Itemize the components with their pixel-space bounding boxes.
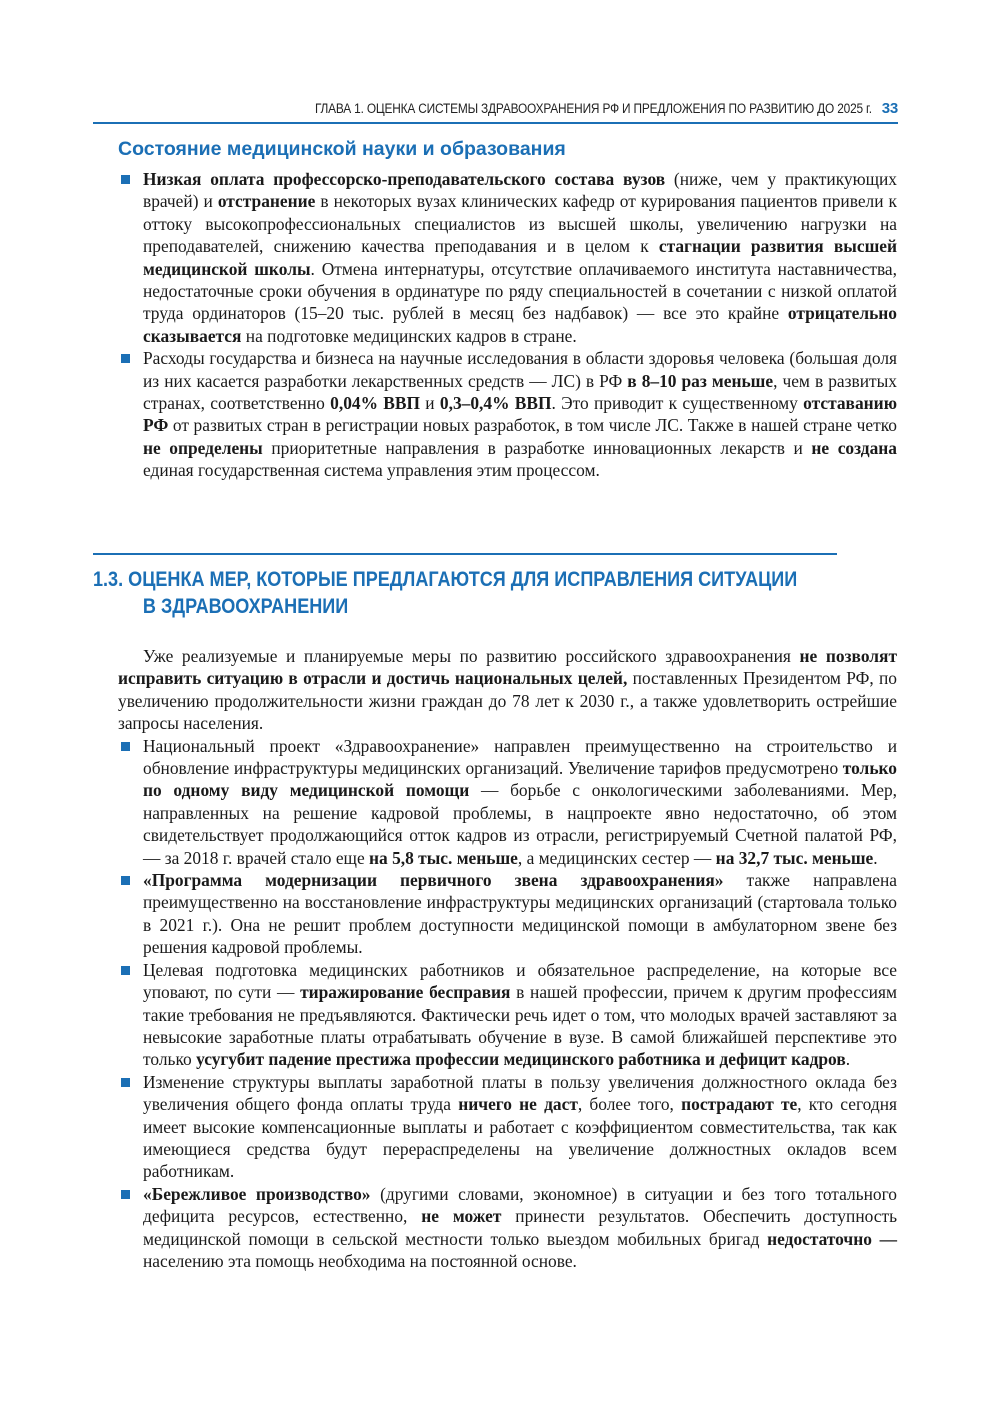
text: Расходы государства и бизнеса на научные исследования в области здоровья человека (большая доля из них касается разработки лекарственных средств — ЛС) в РФ — [143, 348, 897, 391]
bullet-item — [118, 347, 897, 481]
bullet-item — [118, 1183, 897, 1273]
bold-text: пострадают те — [681, 1094, 798, 1115]
text: Национальный проект «Здравоохранение» направлен преимущественно на строительство и обновление инфраструктуры медицинских организаций. Увеличение тарифов предусмотрено — [143, 735, 897, 779]
section-title-line1: 1.3. ОЦЕНКА МЕР, КОТОРЫЕ ПРЕДЛАГАЮТСЯ ДЛЯ ИСПРАВЛЕНИЯ СИТУАЦИИ — [93, 568, 798, 591]
bold-text: отстранение — [217, 191, 316, 212]
text: . Отмена интернатуры, отсутствие оплачиваемого института наставничества, недостаточные сроки обучения в ординатуре по ряду специальностей в сочетании с низкой оплатой труда ординаторов (15–20 тыс. рублей в месяц без надбавок) — все это крайне — [143, 258, 897, 324]
bullet-item — [118, 869, 897, 959]
text: (другими словами, экономное) в ситуации и без того тотального дефицита ресурсов, естественно, — [143, 1183, 897, 1227]
running-header — [93, 100, 898, 124]
bold-text: 0,3–0,4% ВВП — [439, 393, 552, 414]
text: — борьбе с онкологическими заболеваниями. Мер, направленных на решение кадровой проблемы, в нацпроекте явно недостаточно, об этом свидетельствует продолжающийся отток кадров из отрасли, регистрируемый Счетной палатой РФ, — за 2018 г. врачей стало еще — [143, 780, 897, 868]
text: , а медицинских сестер — — [517, 847, 716, 868]
text: единая государственная система управления этим процессом. — [143, 460, 600, 481]
text: в некоторых вузах клинических кафедр от курирования пациентов привели к оттоку высокопрофессиональных специалистов из высшей школы, увеличению нагрузки на преподавателей, снижению качества преподавания и в целом к — [143, 191, 897, 257]
bold-text: 0,04% ВВП — [330, 393, 421, 414]
text: Изменение структуры выплаты заработной платы в пользу увеличения должностного оклада без увеличения общего фонда оплаты труда — [143, 1071, 897, 1115]
bold-text: отрицательно сказывается — [143, 303, 897, 346]
bullet-item — [118, 1071, 897, 1183]
bold-text: «Программа модернизации первичного звена здравоохранения» — [143, 870, 724, 891]
text: принести результатов. Обеспечить доступность медицинской помощи в сельской местности только выездом мобильных бригад — [143, 1206, 897, 1249]
text: и — [420, 393, 440, 414]
bold-text: не определены — [143, 437, 263, 458]
text: Уже реализуемые и планируемые меры по развитию российского здравоохранения — [143, 646, 800, 666]
text: на подготовке медицинских кадров в стране. — [241, 325, 577, 346]
section-bullets — [118, 735, 897, 1273]
text: . — [873, 847, 878, 868]
bold-text: недостаточно — — [767, 1228, 897, 1249]
bold-text: ничего не даст — [458, 1094, 578, 1115]
text: (ниже, чем у практикующих врачей) и — [143, 169, 897, 212]
bold-text: на 32,7 тыс. меньше — [715, 847, 874, 868]
text: . — [845, 1049, 851, 1070]
bold-text: Низкая оплата профессорско-преподавательского состава вузов — [143, 169, 666, 189]
text: от развитых стран в регистрации новых разработок, в том числе ЛС. Также в нашей стране четко — [168, 415, 897, 436]
bold-text: не создана — [811, 437, 897, 458]
text: населению эта помощь необходима на постоянной основе. — [143, 1250, 577, 1271]
bold-text: не позволят исправить ситуацию в отрасли и достичь национальных целей, — [118, 646, 897, 689]
section-divider — [93, 553, 837, 555]
intro-paragraph — [118, 645, 897, 735]
bold-text: стагнации развития высшей медицинской школы — [143, 236, 897, 279]
bullet-item — [118, 168, 897, 347]
bold-text: тиражирование бесправия — [300, 982, 511, 1003]
text: приоритетные направления в разработке инновационных лекарств и — [262, 437, 812, 458]
section-title-line2: В ЗДРАВООХРАНЕНИИ — [142, 595, 349, 618]
text: Целевая подготовка медицинских работников и обязательное распределение, на которые все уповают, по сути — — [143, 959, 897, 1003]
section-body — [118, 645, 897, 1272]
bold-text: усугубит падение престижа профессии медицинского работника и дефицит кадров — [196, 1049, 846, 1070]
text: , чем в развитых странах, соответственно — [143, 370, 897, 414]
text: также направлена преимущественно на восстановление инфраструктуры медицинских организаций (стартовала только в 2021 г.). Она не решит проблем доступности медицинской помощи в амбулаторном звене без решения кадровой проблемы. — [143, 870, 897, 958]
section-title — [93, 566, 850, 620]
page-number: 33 — [881, 100, 898, 117]
text: . Это приводит к существенному — [551, 393, 804, 414]
text: в нашей профессии, причем к другим профессиям такие требования не предъявляются. Фактически речь идет о том, что молодых врачей заставляют за невысокие заработные платы отрабатывать обучение в вузе. В самой ближайшей перспективе это только — [143, 982, 897, 1070]
subsection-title: Состояние медицинской науки и образования — [118, 138, 566, 160]
text: , кто сегодня имеет высокие компенсационные выплаты и работает с коэффициентом совместительства, так как имеющиеся средства будут перераспределены на увеличение должностных окладов всем работникам. — [143, 1094, 898, 1182]
bold-text: только по одному виду медицинской помощи — [143, 758, 897, 801]
bullet-item — [118, 959, 897, 1071]
running-title: ГЛАВА 1. ОЦЕНКА СИСТЕМЫ ЗДРАВООХРАНЕНИЯ РФ И ПРЕДЛОЖЕНИЯ ПО РАЗВИТИЮ ДО 2025 г. — [314, 101, 872, 116]
text: , более того, — [577, 1094, 682, 1115]
subsection-bullets — [118, 168, 897, 482]
bold-text: «Бережливое производство» — [143, 1183, 371, 1204]
bold-text: в 8–10 раз меньше — [627, 370, 774, 391]
bold-text: на 5,8 тыс. меньше — [369, 847, 518, 868]
text: поставленных Президентом РФ, по увеличению продолжительности жизни граждан до 78 лет к 2030 г., а также удовлетворить острейшие запросы населения. — [118, 668, 897, 734]
bullet-item — [118, 735, 897, 869]
bold-text: не может — [421, 1206, 502, 1227]
bold-text: отставанию РФ — [143, 393, 897, 436]
